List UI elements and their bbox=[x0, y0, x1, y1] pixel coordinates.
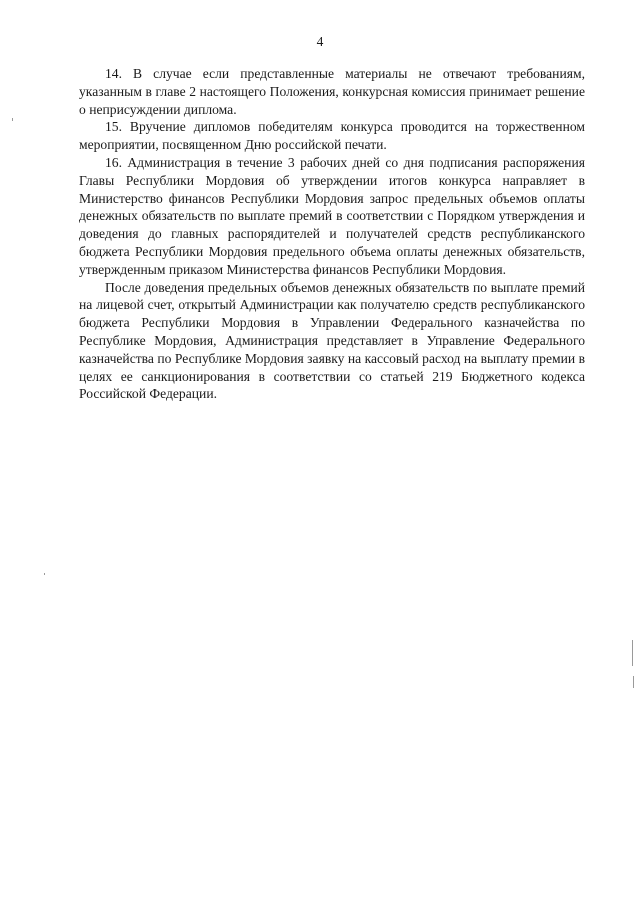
scan-mark bbox=[44, 573, 45, 575]
paragraph-15: 15. Вручение дипломов победителям конкурса проводится на торжественном мероприятии, посвященном Дню российской печати. bbox=[79, 119, 585, 153]
scan-mark bbox=[12, 118, 13, 121]
page-number: 4 bbox=[316, 34, 324, 49]
paragraph-after-limits: После доведения предельных объемов денежных обязательств по выплате премий на лицевой счет, открытый Администрации как получателю средств республиканского бюджета Республики Мордовия в Управлении Федерального казначейства по Республике Мордовия, Администрация представляет в Управление Федерального казначейства по Республике Мордовия заявку на кассовый расход на выплату премии в целях ее санкционирования в соответствии со статьей 219 Бюджетного кодекса Российской Федерации. bbox=[79, 279, 585, 402]
paragraph-14: 14. В случае если представленные материалы не отвечают требованиям, указанным в главе 2 настоящего Положения, конкурсная комиссия принимает решение о неприсуждении диплома. bbox=[79, 66, 585, 117]
scan-mark bbox=[632, 640, 633, 666]
paragraph-16: 16. Администрация в течение 3 рабочих дней со дня подписания распоряжения Главы Республики Мордовия об утверждении итогов конкурса направляет в Министерство финансов Республики Мордовия запрос предельных объемов оплаты денежных обязательств по выплате премий в соответствии с Порядком утверждения и доведения до главных распорядителей и получателей средств республиканского бюджета Республики Мордовия предельного объема оплаты денежных обязательств, утвержденным приказом Министерства финансов Республики Мордовия. bbox=[79, 154, 585, 277]
document-body bbox=[79, 65, 585, 403]
scan-mark bbox=[633, 676, 634, 688]
